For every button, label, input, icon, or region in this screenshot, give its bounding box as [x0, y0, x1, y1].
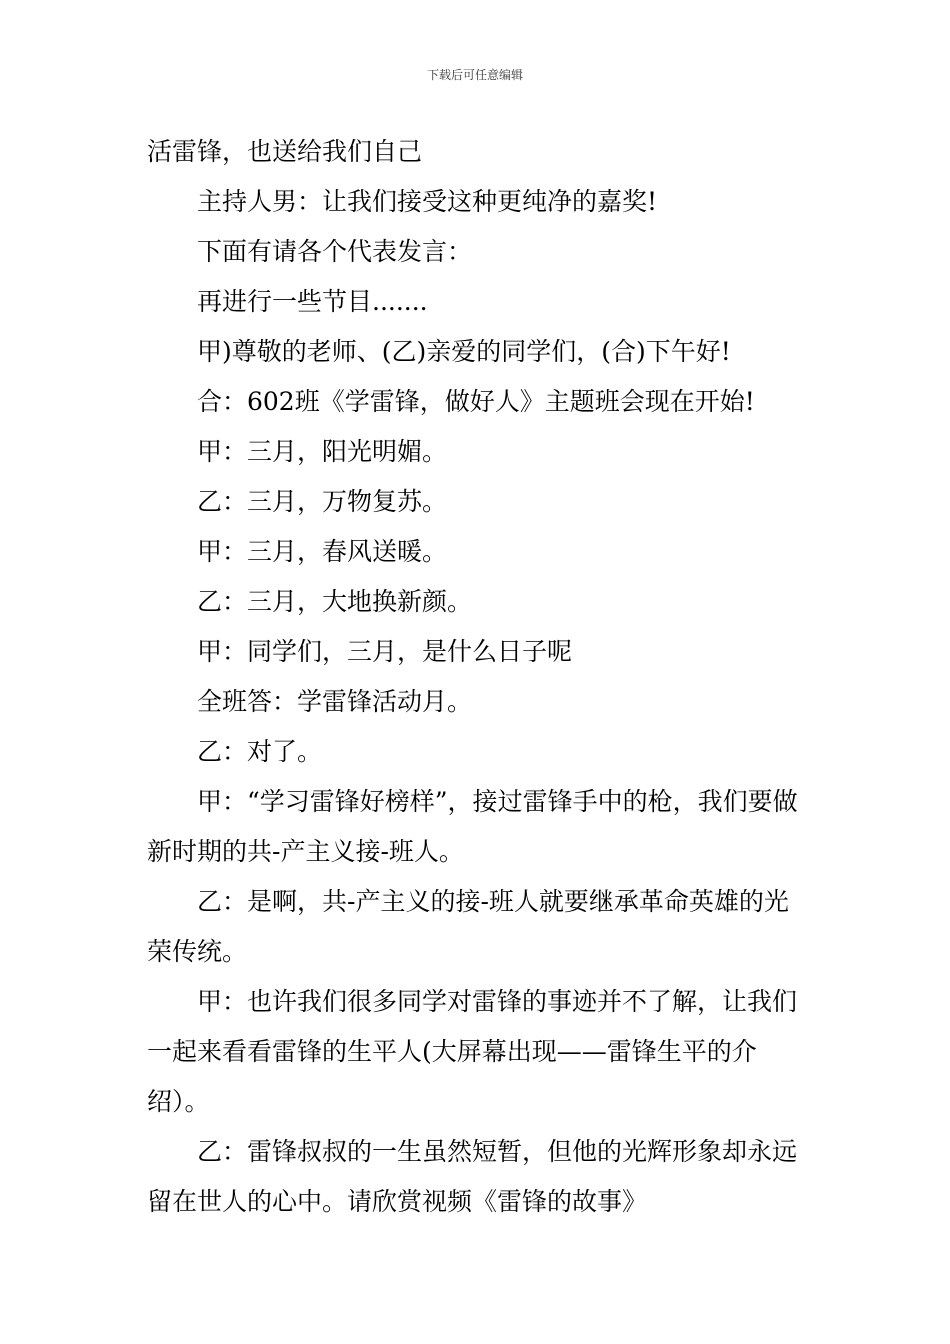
paragraph: 乙：雷锋叔叔的一生虽然短暂，但他的光辉形象却永远留在世人的心中。请欣赏视频《雷锋的故事》 [147, 1137, 798, 1216]
paragraph: 甲：同学们，三月，是什么日子呢 [197, 637, 573, 666]
paragraph: 甲：三月，春风送暖。 [197, 537, 448, 566]
page-header-note: 下载后可任意编辑 [426, 68, 523, 82]
paragraph: 乙：是啊，共-产主义的接-班人就要继承革命英雄的光荣传统。 [147, 887, 789, 966]
paragraph: 乙：对了。 [197, 737, 323, 766]
paragraph: 合：602班《学雷锋，做好人》主题班会现在开始! [197, 387, 755, 416]
paragraph: 甲)尊敬的老师、(乙)亲爱的同学们，(合)下午好! [197, 337, 731, 366]
paragraph: 再进行一些节目....... [197, 287, 428, 316]
paragraph: 甲：三月，阳光明媚。 [197, 437, 448, 466]
paragraph: 甲：“学习雷锋好榜样”，接过雷锋手中的枪，我们要做新时期的共-产主义接-班人。 [147, 787, 798, 866]
paragraph: 全班答：学雷锋活动月。 [197, 687, 473, 716]
paragraph: 甲：也许我们很多同学对雷锋的事迹并不了解，让我们一起来看看雷锋的生平人(大屏幕出现——雷锋生平的介绍）。 [147, 987, 798, 1116]
document-body [147, 127, 807, 1227]
paragraph: 活雷锋，也送给我们自己 [147, 137, 423, 166]
paragraph: 乙：三月，万物复苏。 [197, 487, 448, 516]
paragraph: 主持人男：让我们接受这种更纯净的嘉奖! [197, 187, 658, 216]
paragraph: 下面有请各个代表发言： [197, 237, 473, 266]
paragraph: 乙：三月，大地换新颜。 [197, 587, 473, 616]
